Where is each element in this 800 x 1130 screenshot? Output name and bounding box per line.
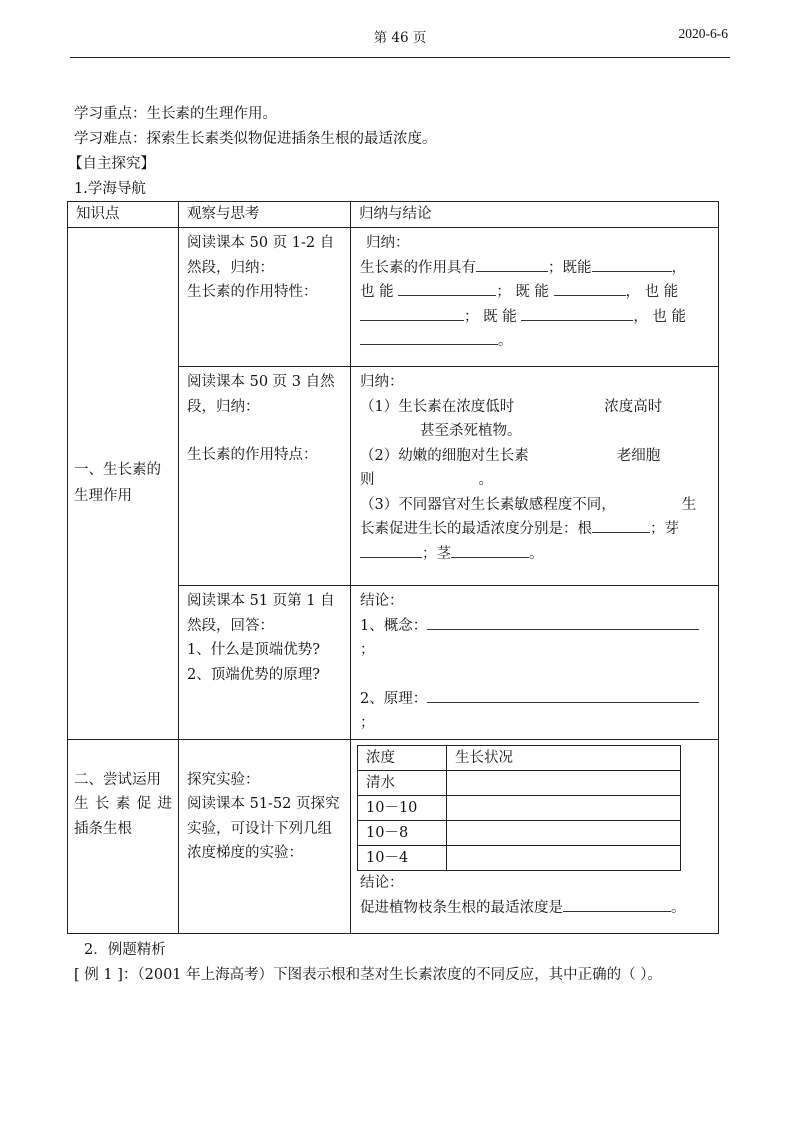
nav-title: 1.学海导航 bbox=[74, 181, 146, 197]
obs-line: 浓度梯度的实验： bbox=[187, 845, 303, 861]
topic-label: 生 长 素 促 进 bbox=[74, 796, 172, 812]
conclusion-line bbox=[360, 329, 712, 354]
col-header: 归纳与结论 bbox=[351, 202, 719, 228]
table-header-row bbox=[68, 202, 719, 228]
growth-cell bbox=[447, 795, 681, 820]
conclusion-line bbox=[360, 614, 712, 663]
example-question: [ 例 1 ]：（2001 年上海高考）下图表示根和茎对生长素浓度的不同反应，其中正确的（ ）。 bbox=[74, 967, 662, 983]
blank bbox=[521, 306, 633, 321]
obs-line: 段，归纳： bbox=[187, 398, 260, 415]
growth-cell bbox=[447, 820, 681, 845]
blank bbox=[554, 281, 626, 296]
obs-line: 然段，回答： bbox=[187, 617, 274, 634]
conclusion-cell bbox=[351, 228, 719, 367]
blank bbox=[592, 257, 672, 272]
text: （2）幼嫩的细胞对生长素 bbox=[360, 447, 529, 464]
page-number: 第 46 页 bbox=[373, 30, 427, 46]
blank bbox=[360, 330, 498, 345]
conclusion-cell bbox=[351, 586, 719, 740]
conclusion-line bbox=[360, 305, 712, 330]
table-row bbox=[358, 745, 681, 770]
text: 促进植物枝条生根的最适浓度是 bbox=[360, 899, 563, 916]
text: 长素促进生长的最适浓度分别是：根 bbox=[360, 521, 592, 537]
section-title: 【自主探究】 bbox=[68, 156, 155, 172]
text: ；既能 bbox=[548, 259, 592, 276]
conclusion-line bbox=[360, 256, 712, 281]
obs-line: 探究实验： bbox=[187, 771, 260, 788]
blank bbox=[592, 518, 650, 533]
topic-label: 一、生长素的生理作用 bbox=[74, 462, 161, 505]
text: ； 既 能 bbox=[464, 308, 517, 325]
text: 则 bbox=[360, 472, 375, 488]
table-row bbox=[68, 739, 719, 933]
conclusion-line bbox=[360, 687, 712, 736]
conclusion-line bbox=[360, 280, 712, 305]
growth-cell bbox=[447, 770, 681, 795]
topic-cell bbox=[68, 739, 179, 933]
inner-header: 生长状况 bbox=[447, 745, 681, 770]
blank bbox=[360, 543, 422, 558]
table-row bbox=[358, 770, 681, 795]
text: 。 bbox=[671, 899, 686, 916]
conclusion-line bbox=[360, 468, 712, 493]
obs-line: 1、什么是顶端优势? bbox=[187, 642, 320, 658]
text: 老细胞 bbox=[616, 447, 661, 464]
text: 。 bbox=[529, 545, 544, 562]
obs-cell bbox=[179, 228, 351, 367]
text: 生长素的作用具有 bbox=[360, 259, 476, 276]
obs-cell bbox=[179, 586, 351, 740]
obs-line: 阅读课本 51-52 页探究 bbox=[187, 796, 340, 812]
blank bbox=[398, 281, 496, 296]
text: 生 bbox=[681, 496, 697, 513]
obs-line: 实验，可设计下列几组 bbox=[187, 820, 332, 837]
blank bbox=[427, 615, 699, 630]
concentration: 10－8 bbox=[358, 820, 447, 845]
conclusion-line bbox=[360, 493, 712, 518]
obs-cell bbox=[179, 367, 351, 586]
obs-line: 生长素的作用特性： bbox=[187, 284, 318, 300]
topic-cell bbox=[68, 228, 179, 740]
text: ； bbox=[360, 642, 375, 658]
obs-line: 阅读课本 50 页 1-2 自 bbox=[187, 235, 335, 251]
conclusion-line bbox=[360, 395, 712, 420]
key-point: 学习重点：生长素的生理作用。 bbox=[74, 106, 277, 122]
conclusion-title: 结论： bbox=[360, 593, 404, 609]
topic-label: 二、尝试运用 bbox=[74, 771, 161, 788]
obs-line: 阅读课本 50 页 3 自然 bbox=[187, 374, 335, 390]
col-header: 观察与思考 bbox=[179, 202, 351, 228]
text: 1、概念： bbox=[360, 617, 428, 634]
difficulty: 学习难点：探索生长素类似物促进插条生根的最适浓度。 bbox=[74, 131, 437, 147]
obs-cell bbox=[179, 739, 351, 933]
obs-line: 生长素的作用特点： bbox=[187, 447, 318, 463]
conclusion-line bbox=[360, 542, 712, 567]
blank bbox=[360, 306, 464, 321]
header-date: 2020-6-6 bbox=[678, 26, 728, 41]
conclusion-title: 归纳： bbox=[366, 235, 410, 251]
table-row bbox=[358, 795, 681, 820]
conclusion-line: 甚至杀死植物。 bbox=[420, 423, 522, 439]
text: ； bbox=[360, 715, 375, 731]
growth-cell bbox=[447, 845, 681, 870]
text: 。 bbox=[498, 333, 513, 349]
blank bbox=[563, 897, 671, 912]
conclusion-line bbox=[360, 517, 712, 542]
text: ； 既 能 bbox=[496, 284, 549, 300]
conclusion-line bbox=[360, 444, 712, 469]
table-row bbox=[358, 820, 681, 845]
table-row bbox=[358, 845, 681, 870]
text: （3）不同器官对生长素敏感程度不同， bbox=[360, 496, 616, 513]
topic-label: 插条生根 bbox=[74, 820, 132, 837]
text: ， 也 能 bbox=[625, 284, 679, 300]
conclusion-cell bbox=[351, 367, 719, 586]
blank bbox=[451, 543, 529, 558]
obs-line: 然段，归纳： bbox=[187, 259, 274, 276]
text: ；芽 bbox=[650, 521, 679, 537]
conclusion-cell bbox=[351, 739, 719, 933]
text: ， bbox=[671, 259, 686, 276]
experiment-table bbox=[357, 745, 681, 871]
concentration: 10－4 bbox=[358, 845, 447, 870]
conclusion-title: 结论： bbox=[360, 874, 404, 891]
text: 也 能 bbox=[360, 284, 394, 300]
text: 。 bbox=[478, 472, 493, 488]
conclusion-line bbox=[357, 896, 712, 921]
text: ， 也 能 bbox=[633, 308, 687, 325]
blank bbox=[427, 688, 699, 703]
example-title: 2．例题精析 bbox=[84, 942, 166, 958]
text: 浓度高时 bbox=[604, 398, 663, 415]
page-header bbox=[70, 0, 730, 58]
concentration: 清水 bbox=[358, 770, 447, 795]
text: （1）生长素在浓度低时 bbox=[360, 398, 515, 415]
col-header: 知识点 bbox=[68, 202, 179, 228]
obs-line: 阅读课本 51 页第 1 自 bbox=[187, 593, 335, 609]
inner-header: 浓度 bbox=[358, 745, 447, 770]
table-row bbox=[68, 228, 719, 367]
obs-line: 2、顶端优势的原理? bbox=[187, 666, 320, 683]
text: ；茎 bbox=[422, 545, 451, 562]
concentration: 10－10 bbox=[358, 795, 447, 820]
study-table bbox=[67, 201, 719, 934]
text: 2、原理： bbox=[360, 690, 428, 707]
conclusion-title: 归纳： bbox=[360, 374, 404, 390]
blank bbox=[476, 257, 548, 272]
